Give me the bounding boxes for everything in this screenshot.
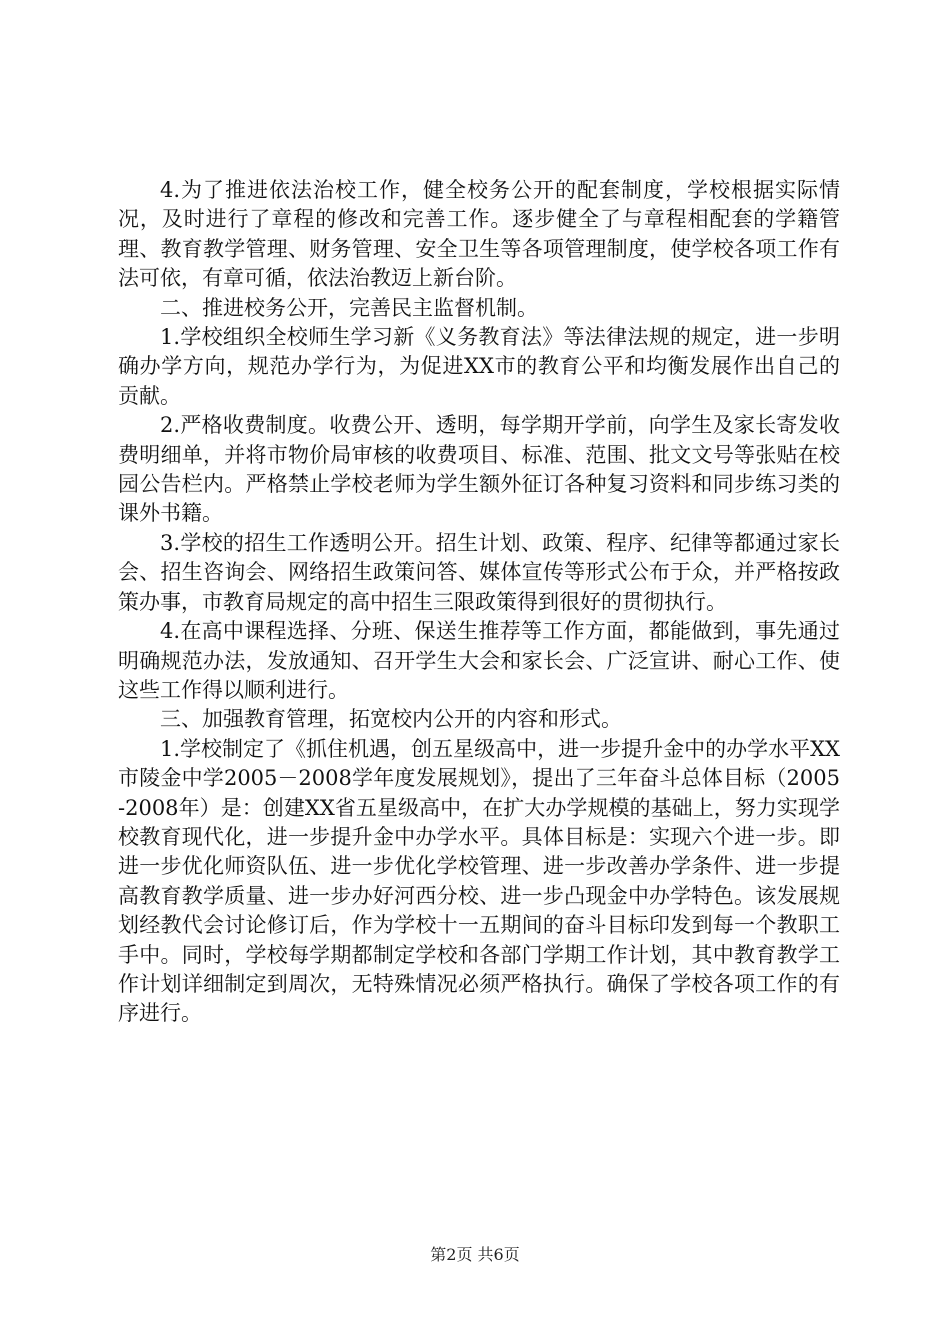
paragraph-fee-system: 2.严格收费制度。收费公开、透明，每学期开学前，向学生及家长寄发收费明细单，并将市物价局审核的收费项目、标准、范围、批文文号等张贴在校园公告栏内。严格禁止学校老师为学生额外征订各种复习资料和同步练习类的课外书籍。 xyxy=(118,413,840,526)
paragraph-enrollment: 3.学校的招生工作透明公开。招生计划、政策、程序、纪律等都通过家长会、招生咨询会、网络招生政策问答、媒体宣传等形式公布于众，并严格按政策办事，市教育局规定的高中招生三限政策得到很好的贯彻执行。 xyxy=(118,530,840,614)
document-body xyxy=(118,176,840,1029)
paragraph-development-plan: 1.学校制定了《抓住机遇，创五星级高中，进一步提升金中的办学水平XX市陵金中学2005－2008学年度发展规划》，提出了三年奋斗总体目标（2005-2008年）是：创建XX省五星级高中，在扩大办学规模的基础上，努力实现学校教育现代化，进一步提升金中办学水平。具体目标是：实现六个进一步。即进一步优化师资队伍、进一步优化学校管理、进一步改善办学条件、进一步提高教育教学质量、进一步办好河西分校、进一步凸现金中办学特色。该发展规划经教代会讨论修订后，作为学校十一五期间的奋斗目标印发到每一个教职工手中。同时，学校每学期都制定学校和各部门学期工作计划，其中教育教学工作计划详细制定到周次，无特殊情况必须严格执行。确保了学校各项工作的有序进行。 xyxy=(118,736,840,1026)
paragraph-law-study: 1.学校组织全校师生学习新《义务教育法》等法律法规的规定，进一步明确办学方向，规范办学行为，为促进XX市的教育公平和均衡发展作出自己的贡献。 xyxy=(118,325,840,408)
section-heading-3: 三、加强教育管理，拓宽校内公开的内容和形式。 xyxy=(160,707,622,732)
paragraph-course-selection: 4.在高中课程选择、分班、保送生推荐等工作方面，都能做到，事先通过明确规范办法，发放通知、召开学生大会和家长会、广泛宣讲、耐心工作、使这些工作得以顺利进行。 xyxy=(118,619,840,702)
paragraph-rules-improvement: 4.为了推进依法治校工作，健全校务公开的配套制度，学校根据实际情况，及时进行了章程的修改和完善工作。逐步健全了与章程相配套的学籍管理、教育教学管理、财务管理、安全卫生等各项管理制度，使学校各项工作有法可依，有章可循，依法治教迈上新台阶。 xyxy=(118,178,840,291)
section-heading-2: 二、推进校务公开，完善民主监督机制。 xyxy=(160,295,538,320)
page-number-footer: 第2页 共6页 xyxy=(430,1245,520,1264)
